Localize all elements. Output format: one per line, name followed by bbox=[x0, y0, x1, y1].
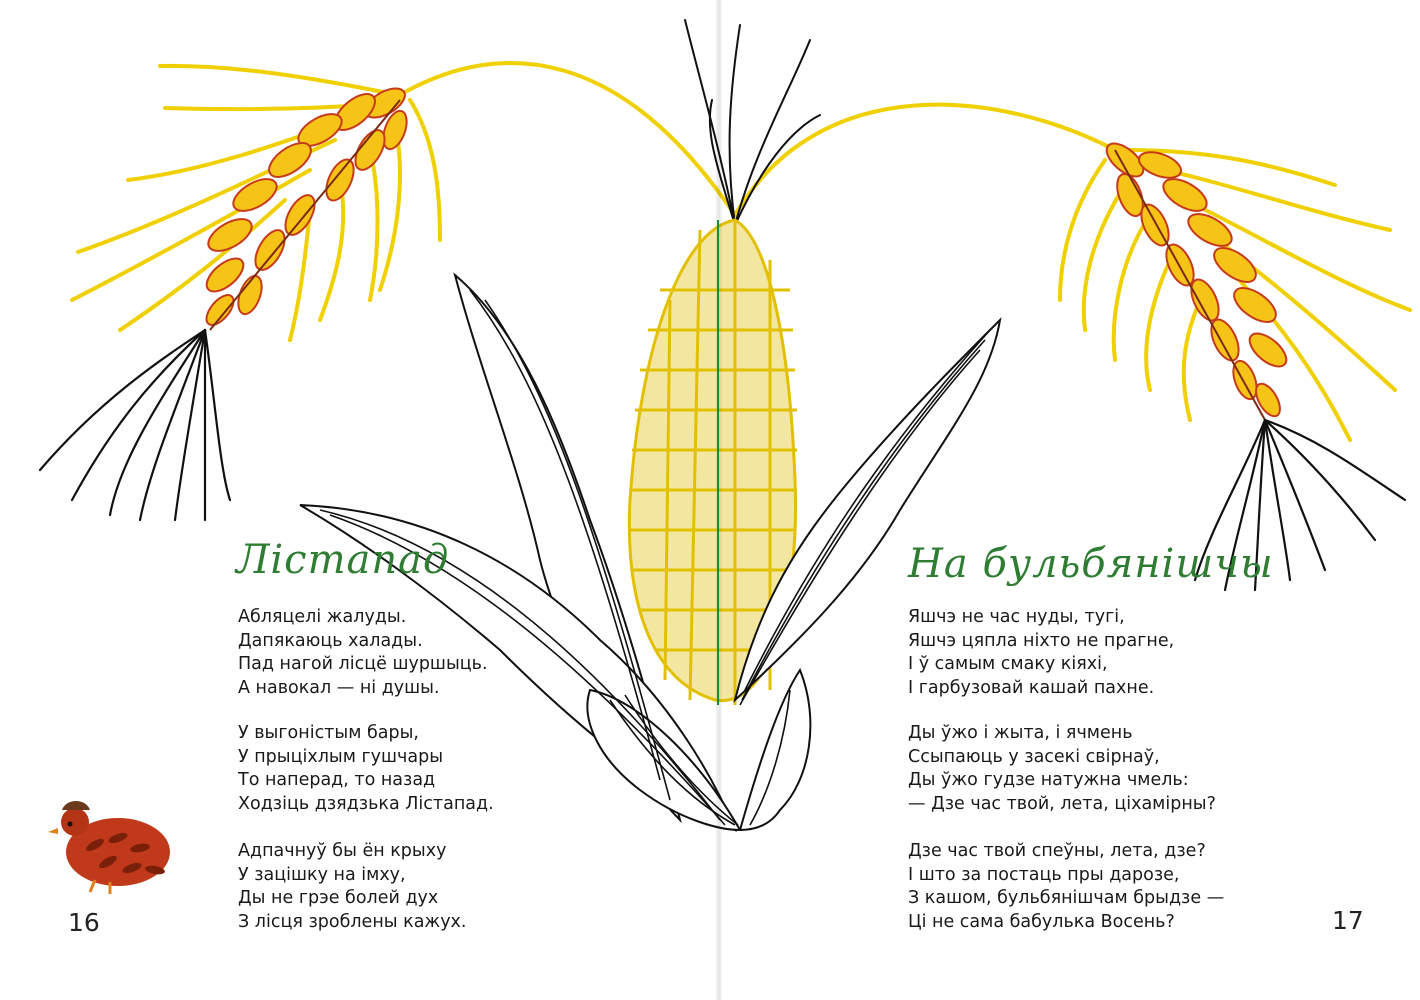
poem-line: З лісця зроблены кажух. bbox=[238, 911, 467, 932]
poem-line: Дапякаюць халады. bbox=[238, 630, 423, 651]
poem-line: У прыціхлым гушчары bbox=[238, 746, 444, 767]
page-number-right: 17 bbox=[1332, 906, 1364, 935]
corn-cob-icon bbox=[300, 20, 1000, 830]
poem-line: — Дзе час твой, лета, ціхамірны? bbox=[908, 793, 1216, 814]
right-stanza-3 bbox=[908, 840, 1224, 934]
page-number-left: 16 bbox=[68, 908, 100, 937]
poem-line: У выгоністым бары, bbox=[238, 723, 419, 743]
owl-bird-icon bbox=[48, 801, 170, 894]
poem-line: Яшчэ не час нуды, тугі, bbox=[908, 607, 1125, 627]
poem-line: Яшчэ цяпла ніхто не прагне, bbox=[908, 630, 1175, 651]
poem-line: Дзе час твой спеўны, лета, дзе? bbox=[908, 841, 1206, 861]
right-poem-title: На бульбянішчы bbox=[908, 541, 1274, 587]
poem-line: Пад нагой лісцё шуршыць. bbox=[238, 654, 488, 674]
poem-line: І ў самым смаку кіяхі, bbox=[908, 654, 1108, 674]
left-stanza-2 bbox=[238, 722, 494, 816]
poem-line: У зацішку на імху, bbox=[238, 864, 406, 885]
poem-line: З кашом, бульбянішчам брыдзе — bbox=[908, 888, 1225, 908]
poem-line: Ды не грэе болей дух bbox=[238, 888, 439, 908]
left-stanza-3 bbox=[238, 840, 466, 934]
poem-line: І што за постаць пры дарозе, bbox=[908, 864, 1180, 885]
poem-line: Ходзіць дзядзька Лістапад. bbox=[238, 793, 494, 814]
left-stanza-1 bbox=[238, 606, 488, 700]
poem-line: І гарбузовай кашай пахне. bbox=[908, 677, 1155, 698]
poem-line: Абляцелі жалуды. bbox=[238, 607, 407, 627]
left-poem-title: Лістапад bbox=[236, 537, 450, 583]
poem-line: То наперад, то назад bbox=[238, 770, 436, 790]
poem-line: Ці не сама бабулька Восень? bbox=[908, 911, 1175, 932]
wheat-ear-left-icon bbox=[40, 63, 735, 520]
poem-line: А навокал — ні душы. bbox=[238, 677, 440, 698]
poem-line: Ды ўжо гудзе натужна чмель: bbox=[908, 770, 1189, 790]
poem-line: Ды ўжо і жыта, і ячмень bbox=[908, 723, 1133, 743]
poem-line: Ссыпаюць у засекі свірнаў, bbox=[908, 746, 1160, 767]
poem-line: Адпачнуў бы ён крыху bbox=[238, 841, 447, 861]
right-stanza-2 bbox=[908, 722, 1216, 816]
spread-fold bbox=[716, 0, 722, 1000]
right-stanza-1 bbox=[908, 606, 1174, 700]
